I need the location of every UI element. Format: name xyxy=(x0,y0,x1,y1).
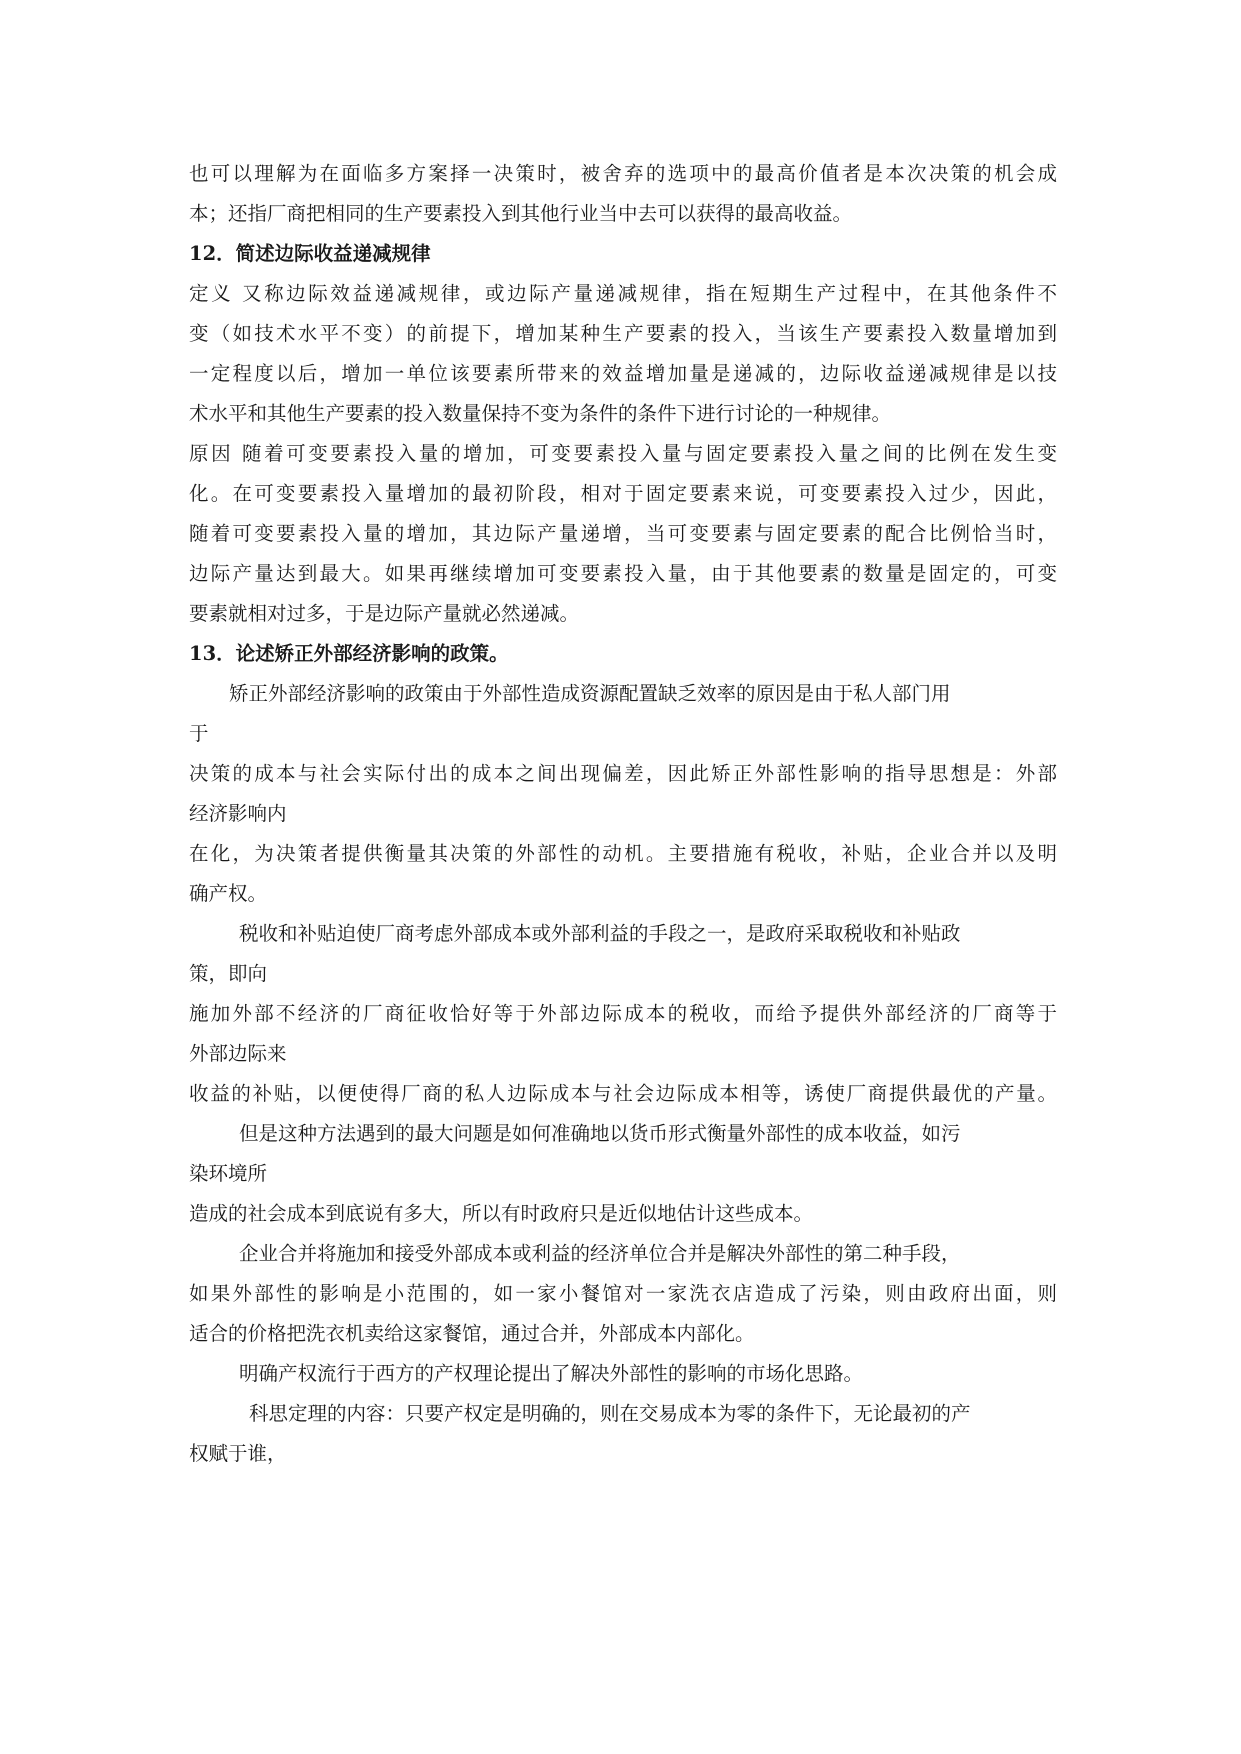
paragraph-line: 定义 又称边际效益递减规律，或边际产量递减规律，指在短期生产过程中，在其他条件不 xyxy=(189,282,1057,305)
paragraph-line: 明确产权流行于西方的产权理论提出了解决外部性的影响的市场化思路。 xyxy=(239,1362,864,1385)
paragraph-line: 本；还指厂商把相同的生产要素投入到其他行业当中去可以获得的最高收益。 xyxy=(189,202,853,225)
paragraph-line: 随着可变要素投入量的增加，其边际产量递增，当可变要素与固定要素的配合比例恰当时， xyxy=(189,522,1057,545)
paragraph-line: 企业合并将施加和接受外部成本或利益的经济单位合并是解决外部性的第二种手段， xyxy=(239,1242,961,1265)
paragraph-line: 收益的补贴，以便使得厂商的私人边际成本与社会边际成本相等，诱使厂商提供最优的产量。 xyxy=(189,1082,1057,1105)
paragraph-line: 边际产量达到最大。如果再继续增加可变要素投入量，由于其他要素的数量是固定的，可变 xyxy=(189,562,1057,585)
paragraph-line: 如果外部性的影响是小范围的，如一家小餐馆对一家洗衣店造成了污染，则由政府出面，则 xyxy=(189,1282,1057,1305)
paragraph-line: 在化，为决策者提供衡量其决策的外部性的动机。主要措施有税收，补贴，企业合并以及明 xyxy=(189,842,1057,865)
section-heading: 13．论述矫正外部经济影响的政策。 xyxy=(189,642,509,665)
paragraph-line: 科思定理的内容：只要产权定是明确的，则在交易成本为零的条件下，无论最初的产 xyxy=(249,1402,971,1425)
paragraph-line: 原因 随着可变要素投入量的增加，可变要素投入量与固定要素投入量之间的比例在发生变 xyxy=(189,442,1057,465)
paragraph-line: 税收和补贴迫使厂商考虑外部成本或外部利益的手段之一，是政府采取税收和补贴政 xyxy=(239,922,961,945)
paragraph-line: 变（如技术水平不变）的前提下，增加某种生产要素的投入，当该生产要素投入数量增加到 xyxy=(189,322,1057,345)
paragraph-line: 造成的社会成本到底说有多大，所以有时政府只是近似地估计这些成本。 xyxy=(189,1202,814,1225)
paragraph-line: 确产权。 xyxy=(189,882,268,905)
paragraph-line: 染环境所 xyxy=(189,1162,268,1185)
paragraph-line: 于 xyxy=(189,722,209,745)
paragraph-line: 策，即向 xyxy=(189,962,268,985)
paragraph-line: 矫正外部经济影响的政策由于外部性造成资源配置缺乏效率的原因是由于私人部门用 xyxy=(229,682,951,705)
paragraph-line: 化。在可变要素投入量增加的最初阶段，相对于固定要素来说，可变要素投入过少，因此， xyxy=(189,482,1057,505)
section-heading: 12．简述边际收益递减规律 xyxy=(189,242,431,265)
paragraph-line: 一定程度以后，增加一单位该要素所带来的效益增加量是递减的，边际收益递减规律是以技 xyxy=(189,362,1057,385)
paragraph-line: 术水平和其他生产要素的投入数量保持不变为条件的条件下进行讨论的一种规律。 xyxy=(189,402,892,425)
paragraph-line: 但是这种方法遇到的最大问题是如何准确地以货币形式衡量外部性的成本收益，如污 xyxy=(239,1122,961,1145)
paragraph-line: 外部边际来 xyxy=(189,1042,287,1065)
paragraph-line: 要素就相对过多，于是边际产量就必然递减。 xyxy=(189,602,580,625)
paragraph-line: 适合的价格把洗衣机卖给这家餐馆，通过合并，外部成本内部化。 xyxy=(189,1322,755,1345)
paragraph-line: 也可以理解为在面临多方案择一决策时，被舍弃的选项中的最高价值者是本次决策的机会成 xyxy=(189,162,1057,185)
paragraph-line: 施加外部不经济的厂商征收恰好等于外部边际成本的税收，而给予提供外部经济的厂商等于 xyxy=(189,1002,1057,1025)
paragraph-line: 权赋于谁， xyxy=(189,1442,287,1465)
paragraph-line: 经济影响内 xyxy=(189,802,287,825)
paragraph-line: 决策的成本与社会实际付出的成本之间出现偏差，因此矫正外部性影响的指导思想是：外部 xyxy=(189,762,1057,785)
